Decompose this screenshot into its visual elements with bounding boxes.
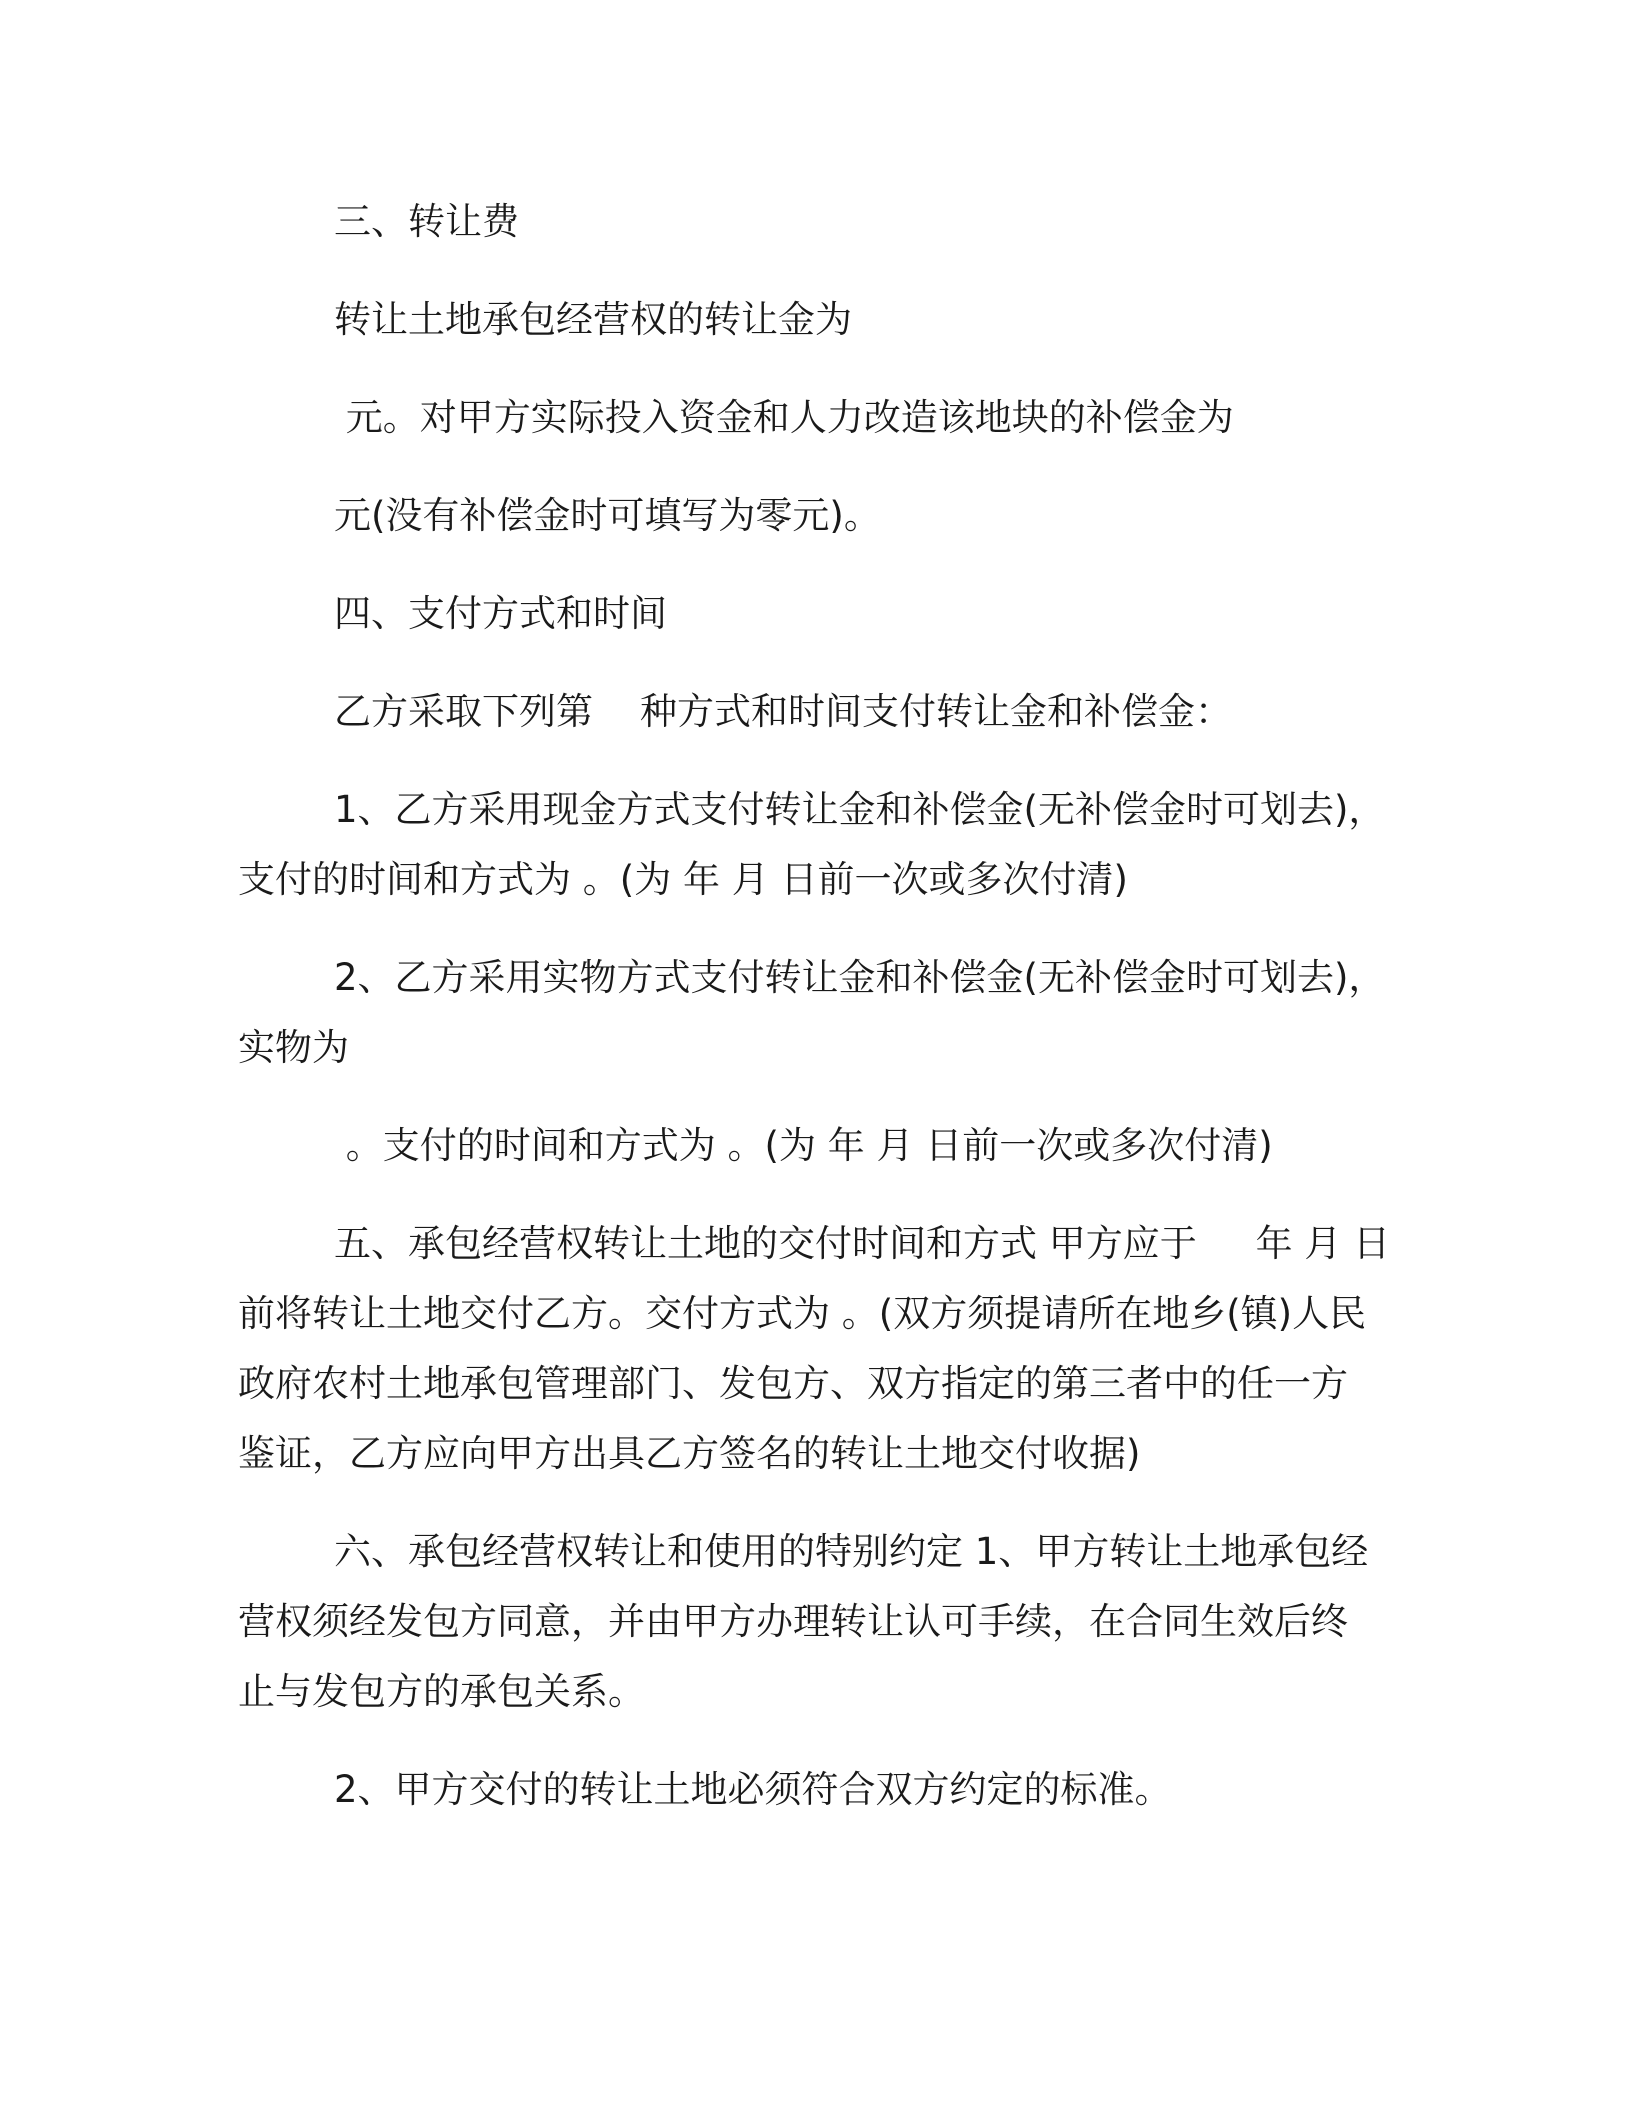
section-heading-payment: 四、支付方式和时间 — [334, 592, 667, 635]
section-heading-delivery: 五、承包经营权转让土地的交付时间和方式 甲方应于 年 月 日 — [334, 1222, 1391, 1265]
paragraph-line: 1、乙方采用现金方式支付转让金和补偿金(无补偿金时可划去)， — [334, 788, 1386, 831]
paragraph-line: 2、乙方采用实物方式支付转让金和补偿金(无补偿金时可划去)， — [334, 956, 1386, 999]
paragraph-line: 转让土地承包经营权的转让金为 — [334, 298, 852, 341]
paragraph-line: 元。对甲方实际投入资金和人力改造该地块的补偿金为 — [334, 396, 1234, 439]
paragraph-line: 乙方采取下列第 种方式和时间支付转让金和补偿金： — [334, 690, 1233, 733]
paragraph-line: 。支付的时间和方式为 。(为 年 月 日前一次或多次付清) — [334, 1124, 1273, 1167]
section-heading-special-terms: 六、承包经营权转让和使用的特别约定 1、甲方转让土地承包经 — [334, 1530, 1369, 1573]
paragraph-line: 营权须经发包方同意，并由甲方办理转让认可手续，在合同生效后终 — [238, 1600, 1348, 1643]
paragraph-line: 政府农村土地承包管理部门、发包方、双方指定的第三者中的任一方 — [238, 1362, 1348, 1405]
paragraph-line: 鉴证，乙方应向甲方出具乙方签名的转让土地交付收据) — [238, 1432, 1141, 1475]
paragraph-line: 支付的时间和方式为 。(为 年 月 日前一次或多次付清) — [238, 858, 1128, 901]
paragraph-line: 止与发包方的承包关系。 — [238, 1670, 645, 1713]
paragraph-line: 元(没有补偿金时可填写为零元)。 — [334, 494, 881, 537]
paragraph-line: 实物为 — [238, 1026, 349, 1069]
paragraph-line: 前将转让土地交付乙方。交付方式为 。(双方须提请所在地乡(镇)人民 — [238, 1292, 1367, 1335]
paragraph-line: 2、甲方交付的转让土地必须符合双方约定的标准。 — [334, 1768, 1172, 1811]
section-heading-transfer-fee: 三、转让费 — [334, 200, 519, 243]
